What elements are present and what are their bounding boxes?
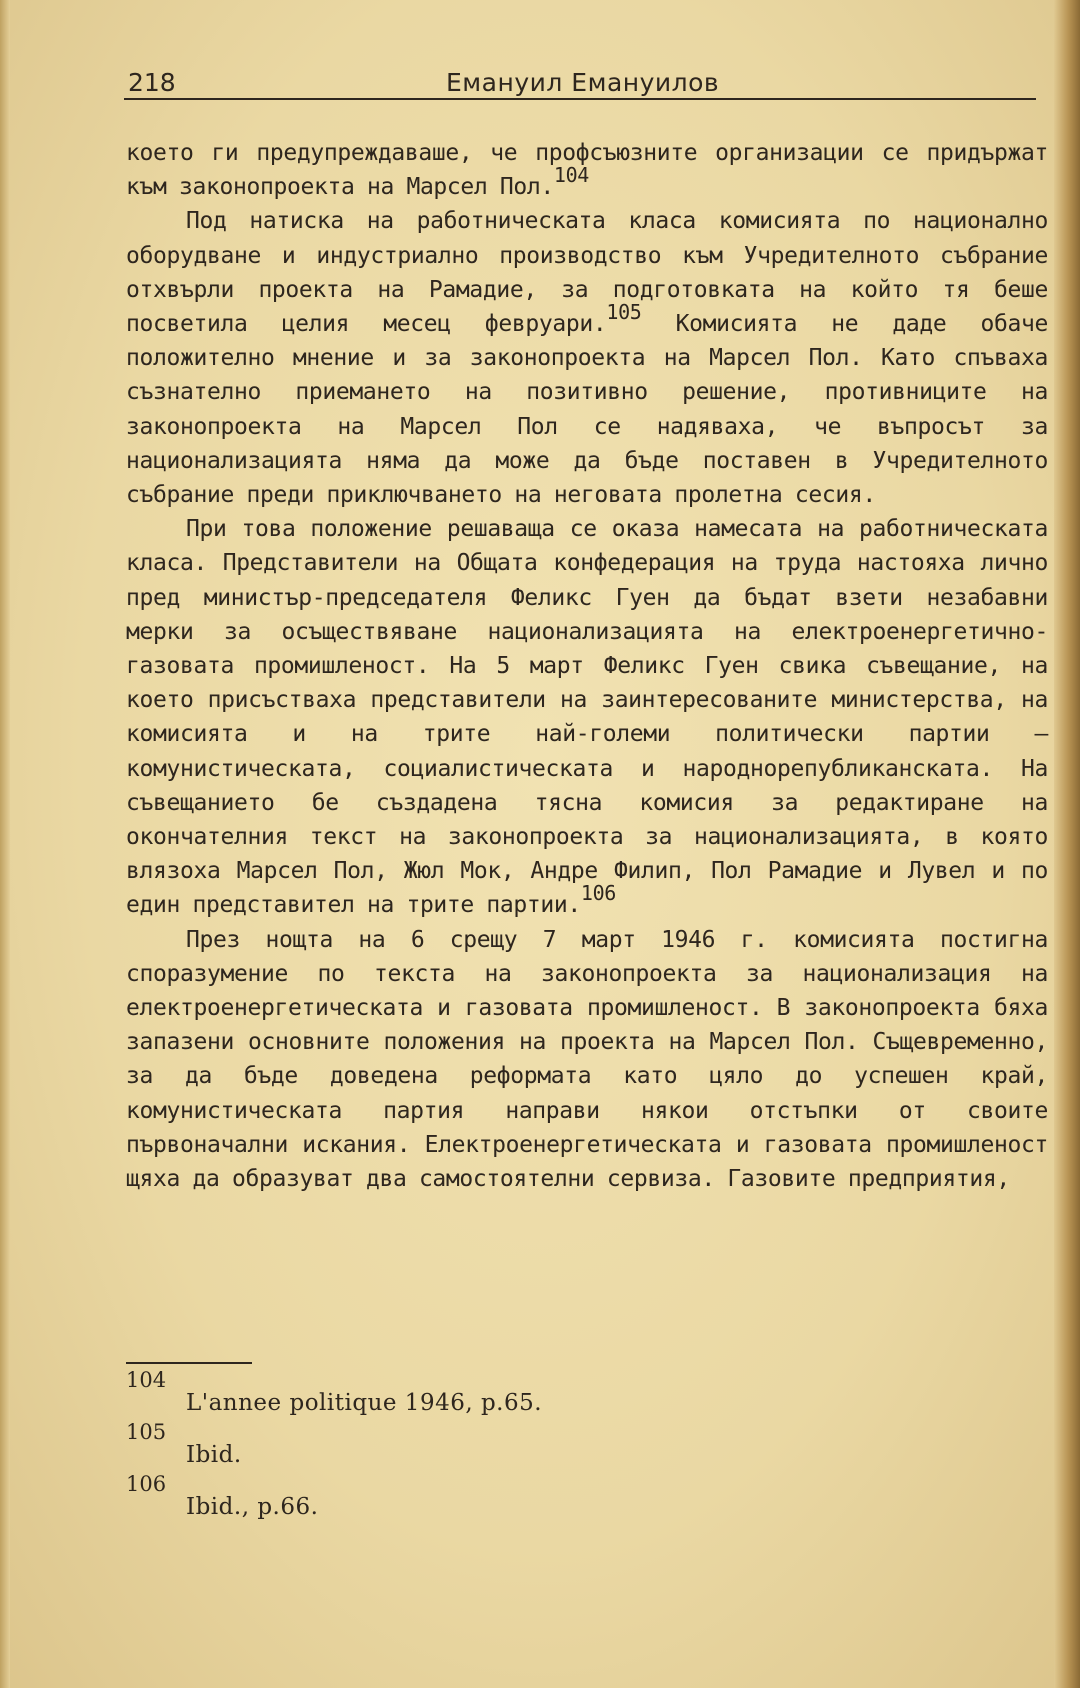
paragraph — [126, 204, 1048, 512]
footnote-ref: 106 — [580, 881, 616, 906]
paragraph — [126, 923, 1048, 1197]
footnote-rule — [126, 1362, 252, 1364]
page-left-edge — [0, 0, 10, 1688]
running-title: Емануил Емануилов — [446, 68, 720, 97]
paragraph-text: Комисията не даде обаче положително мнение и за законопроекта на Марсел Пол. Като спъваха съзнателно приемането на позитивно решение, противниците на законопроекта на Марсел Пол се надяваха, че въпросът за национализацията няма да може да бъде поставен в Учредителното събрание преди приключването на неговата пролетна сесия. — [126, 311, 1048, 509]
paragraph-text: През нощта на 6 срещу 7 март 1946 г. комисията постигна споразумение по текста на законопроекта за национализация на електроенергетическата и газовата промишленост. В законопроекта бяха запазени основните положения на проекта на Марсел Пол. Същевременно, за да бъде доведена реформата като цяло до успешен край, комунистическата партия направи някои отстъпки от своите първоначални искания. Електроенергетическата и газовата промишленост щяха да образуват два самостоятелни сервиза. Газовите предприятия, — [126, 926, 1048, 1193]
footnote — [126, 1368, 826, 1420]
footnote — [126, 1472, 826, 1524]
paragraph-text: Под натиска на работническата класа комисията по национално оборудване и индустриално производство към Учредителното събрание отхвърли проекта на Рамадие, за подготовката на който тя беше посветила целия месец февруари. — [126, 208, 1048, 338]
paragraph — [126, 512, 1048, 922]
footnote-text: Ibid., p.66. — [186, 1494, 319, 1520]
footnote-text: Ibid. — [186, 1442, 242, 1468]
page-header — [126, 66, 1046, 100]
footnote-number: 106 — [126, 1472, 167, 1496]
footnote-ref: 105 — [606, 300, 642, 325]
paragraph — [126, 136, 1048, 204]
paragraph-text: При това положение решаваща се оказа намесата на работническата класа. Представители на Общата конфедерация на труда настояха лично пред министър-председателя Феликс Гуен да бъдат взети незабавни мерки за осъществяване национализацията на електроенергетично-газовата промишленост. На 5 март Феликс Гуен свика съвещание, на което присъстваха представители на заинтересованите министерства, на комисията и на трите най-големи политически партии – комунистическата, социалистическата и народнорепубликанската. На съвещанието бе създадена тясна комисия за редактиране на окончателния текст на законопроекта за национализацията, в която влязоха Марсел Пол, Жюл Мок, Андре Филип, Пол Рамадие и Лувел и по един представител на трите партии. — [126, 516, 1048, 919]
footnote-number: 105 — [126, 1420, 167, 1444]
body-text — [126, 136, 1048, 1196]
paragraph-text: което ги предупреждаваше, че профсъюзните организации се придържат към законопроекта на Марсел Пол. — [126, 140, 1048, 201]
footnote-number: 104 — [126, 1368, 167, 1392]
footnote — [126, 1420, 826, 1472]
footnotes — [126, 1368, 826, 1524]
footnote-ref: 104 — [553, 163, 589, 188]
page-number: 218 — [128, 68, 176, 97]
page-right-edge — [1054, 0, 1080, 1688]
footnote-text: L'annee politique 1946, p.65. — [186, 1390, 543, 1416]
header-rule — [124, 98, 1036, 100]
